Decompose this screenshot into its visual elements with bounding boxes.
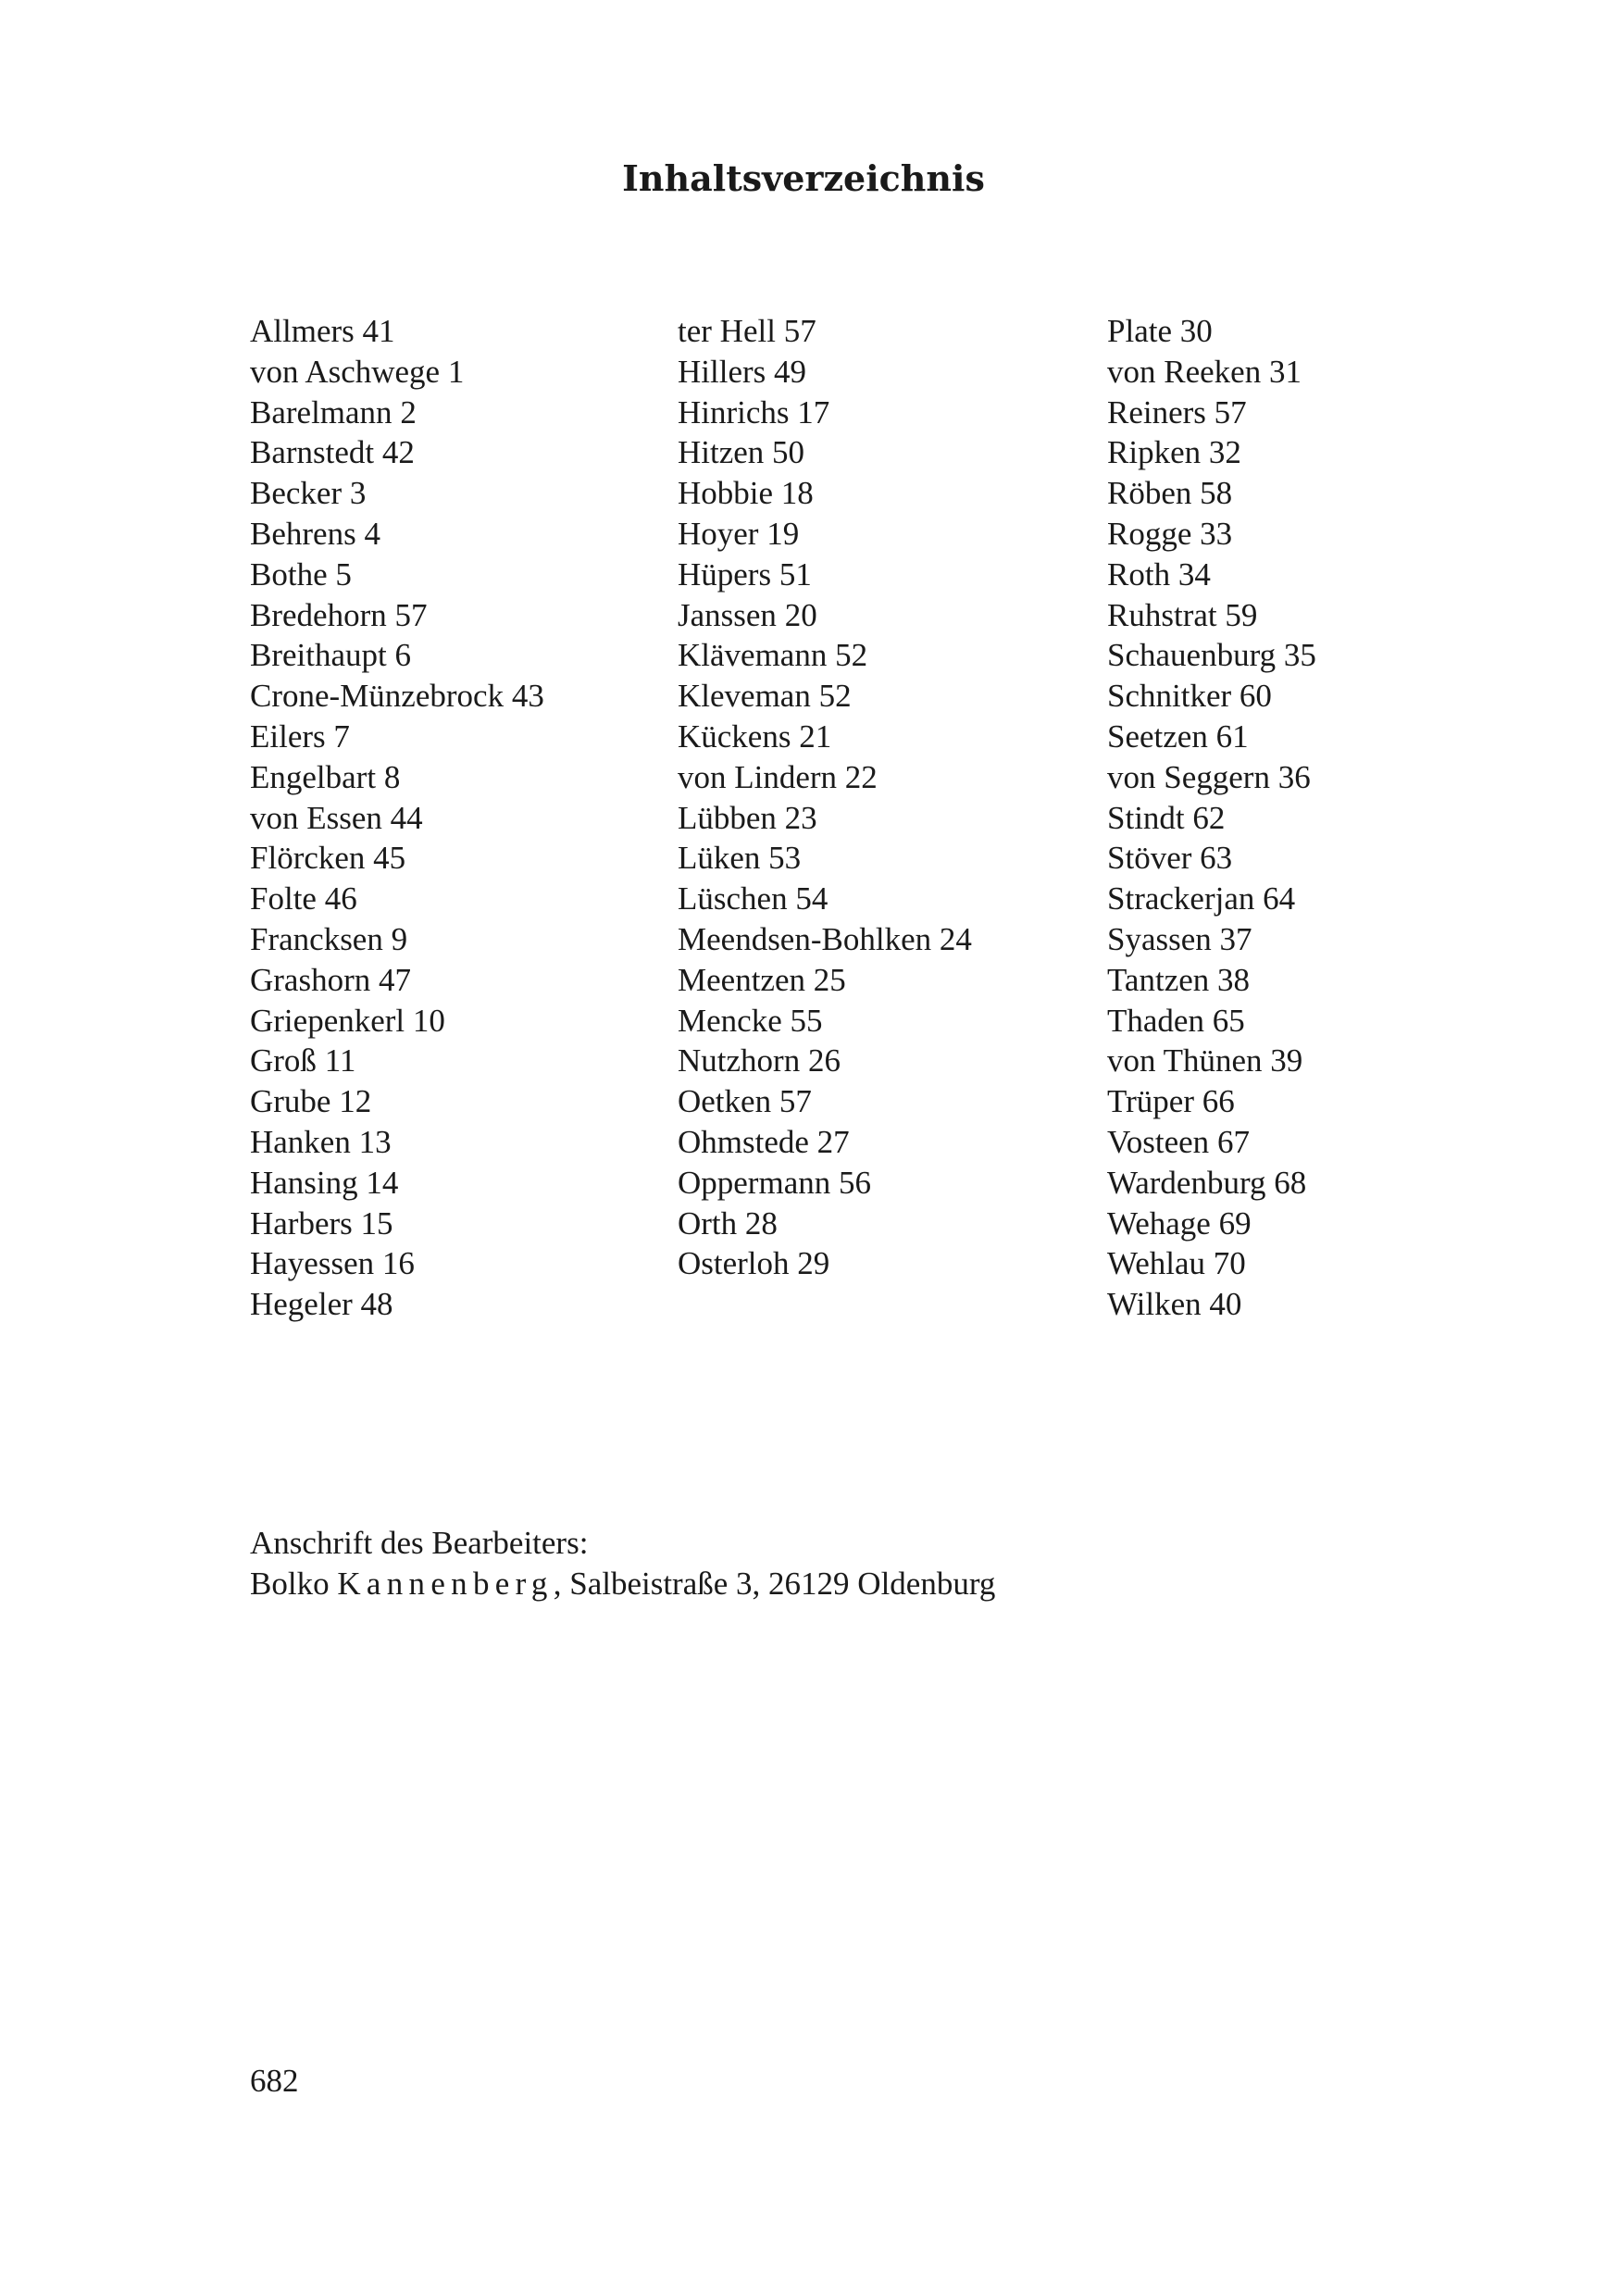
toc-entry [1107,838,1316,879]
entry-name: Nutzhorn [678,1042,801,1079]
entry-page-number: 7 [333,718,350,755]
toc-entry [250,352,544,393]
entry-page-number: 57 [783,313,816,349]
entry-name: Wehage [1107,1204,1211,1242]
entry-name: Thaden [1107,1002,1204,1039]
entry-page-number: 62 [1192,799,1226,836]
entry-page-number: 65 [1212,1002,1245,1039]
entry-page-number: 43 [511,678,544,715]
entry-page-number: 61 [1215,718,1249,755]
entry-name: Lübben [678,799,777,836]
toc-entry [1107,1081,1316,1122]
entry-name: Becker [250,475,343,512]
toc-entry [250,595,544,636]
entry-page-number: 9 [391,920,408,957]
toc-column-2 [678,311,972,1284]
toc-column-3 [1107,311,1316,1325]
toc-entry [678,1122,972,1163]
entry-name: Trüper [1107,1083,1194,1120]
entry-page-number: 64 [1263,880,1296,917]
entry-page-number: 46 [324,880,357,917]
entry-name: von Aschwege [250,353,441,390]
entry-name: Osterloh [678,1245,790,1282]
entry-page-number: 69 [1218,1204,1252,1242]
entry-name: von Thünen [1107,1042,1263,1079]
toc-entry [678,1163,972,1204]
entry-name: Barelmann [250,393,392,430]
toc-entry [678,1041,972,1081]
toc-entry [1107,311,1316,352]
entry-name: ter Hell [678,313,776,349]
toc-entry [678,311,972,352]
entry-name: Hanken [250,1123,351,1160]
entry-name: Crone-Münzebrock [250,678,505,715]
toc-entry [1107,555,1316,595]
entry-name: Vosteen [1107,1123,1210,1160]
address-label: Anschrift des Bearbeiters: [250,1525,589,1561]
entry-name: Griepenkerl [250,1002,405,1039]
toc-entry [250,514,544,555]
entry-page-number: 39 [1270,1042,1303,1079]
entry-page-number: 13 [358,1123,392,1160]
entry-name: Ripken [1107,434,1202,471]
entry-page-number: 4 [364,515,380,552]
toc-entry [678,352,972,393]
toc-entry [678,960,972,1001]
entry-name: Seetzen [1107,718,1208,755]
entry-name: Oetken [678,1083,772,1120]
entry-page-number: 50 [772,434,805,471]
toc-entry [250,1163,544,1204]
toc-entry [1107,717,1316,757]
toc-entry [1107,1001,1316,1042]
entry-name: Ruhstrat [1107,596,1217,633]
entry-name: Flörcken [250,840,366,877]
toc-entry [678,635,972,676]
entry-page-number: 21 [799,718,832,755]
toc-entry [678,879,972,919]
entry-name: Wardenburg [1107,1164,1266,1201]
entry-page-number: 55 [790,1002,823,1039]
toc-entry [1107,919,1316,960]
entry-page-number: 47 [379,961,411,998]
toc-entry [250,838,544,879]
toc-entry [678,717,972,757]
entry-name: Hoyer [678,515,759,552]
entry-page-number: 24 [939,920,972,957]
toc-entry [1107,1284,1316,1325]
toc-entry [250,635,544,676]
entry-name: Syassen [1107,920,1212,957]
toc-entry [250,798,544,839]
toc-entry [250,432,544,473]
entry-name: Mencke [678,1002,782,1039]
toc-entry [250,1284,544,1325]
toc-entry [678,393,972,433]
entry-name: Schnitker [1107,678,1232,715]
entry-name: Eilers [250,718,326,755]
entry-page-number: 38 [1217,961,1251,998]
entry-name: Hegeler [250,1286,353,1323]
entry-page-number: 17 [797,393,830,430]
entry-page-number: 48 [360,1286,393,1323]
entry-page-number: 54 [795,880,828,917]
entry-name: Plate [1107,313,1172,349]
entry-name: Bredehorn [250,596,387,633]
toc-entry [250,1243,544,1284]
entry-page-number: 57 [779,1083,812,1120]
entry-page-number: 70 [1213,1245,1246,1282]
toc-entry [1107,352,1316,393]
toc-entry [250,919,544,960]
toc-entry [678,555,972,595]
toc-entry [678,919,972,960]
entry-name: Hinrichs [678,393,790,430]
entry-name: von Reeken [1107,353,1262,390]
toc-entry [678,838,972,879]
toc-entry [250,473,544,514]
toc-entry [250,1122,544,1163]
entry-name: Wilken [1107,1286,1202,1323]
entry-name: Francksen [250,920,383,957]
toc-entry [1107,1041,1316,1081]
toc-entry [678,595,972,636]
toc-entry [678,514,972,555]
entry-name: Barnstedt [250,434,375,471]
toc-entry [1107,393,1316,433]
entry-page-number: 57 [394,596,428,633]
entry-page-number: 20 [784,596,817,633]
entry-name: Stindt [1107,799,1185,836]
entry-page-number: 18 [780,475,814,512]
entry-name: von Lindern [678,758,838,795]
entry-name: Hansing [250,1164,358,1201]
entry-name: Grube [250,1083,331,1120]
entry-page-number: 56 [838,1164,871,1201]
editor-street: , Salbeistraße 3, 26129 Oldenburg [553,1566,996,1602]
entry-name: Hillers [678,353,766,390]
entry-name: Strackerjan [1107,880,1255,917]
toc-entry [1107,1122,1316,1163]
entry-name: Kleveman [678,678,811,715]
entry-page-number: 22 [844,758,878,795]
entry-page-number: 40 [1209,1286,1242,1323]
entry-page-number: 29 [797,1245,830,1282]
entry-name: Klävemann [678,637,828,674]
entry-name: Groß [250,1042,317,1079]
entry-name: Bothe [250,555,328,593]
entry-page-number: 45 [373,840,406,877]
toc-entry [1107,676,1316,717]
entry-name: Grashorn [250,961,371,998]
entry-page-number: 26 [807,1042,841,1079]
entry-page-number: 44 [390,799,423,836]
entry-page-number: 52 [818,678,852,715]
entry-page-number: 63 [1200,840,1233,877]
entry-page-number: 6 [394,637,411,674]
entry-page-number: 53 [768,840,802,877]
entry-name: Engelbart [250,758,377,795]
toc-entry [1107,879,1316,919]
toc-entry [1107,514,1316,555]
entry-name: Hayessen [250,1245,375,1282]
page-number: 682 [250,2063,299,2099]
entry-name: Oppermann [678,1164,831,1201]
entry-name: Röben [1107,475,1192,512]
entry-page-number: 67 [1216,1123,1250,1160]
toc-entry [678,473,972,514]
toc-column-1 [250,311,544,1325]
toc-entry [1107,798,1316,839]
entry-name: Stöver [1107,840,1192,877]
entry-page-number: 16 [381,1245,415,1282]
entry-name: Reiners [1107,393,1206,430]
entry-page-number: 31 [1268,353,1302,390]
toc-entry [250,1001,544,1042]
entry-page-number: 35 [1283,637,1316,674]
entry-page-number: 49 [774,353,807,390]
entry-name: Kückens [678,718,791,755]
entry-name: Folte [250,880,317,917]
toc-entry [250,676,544,717]
toc-entry [1107,595,1316,636]
entry-page-number: 58 [1200,475,1233,512]
entry-name: Tantzen [1107,961,1210,998]
entry-page-number: 33 [1200,515,1233,552]
toc-entry [250,757,544,798]
entry-page-number: 57 [1214,393,1247,430]
toc-entry [1107,757,1316,798]
entry-name: Schauenburg [1107,637,1277,674]
entry-page-number: 8 [383,758,401,795]
entry-name: Lüken [678,840,761,877]
entry-page-number: 66 [1202,1083,1235,1120]
toc-entry [1107,960,1316,1001]
entry-page-number: 11 [324,1042,356,1079]
entry-page-number: 68 [1274,1164,1307,1201]
entry-page-number: 15 [360,1204,393,1242]
editor-first-name: Bolko [250,1566,330,1602]
toc-entry [678,1081,972,1122]
entry-name: Harbers [250,1204,353,1242]
entry-page-number: 34 [1177,555,1211,593]
toc-entry [678,798,972,839]
toc-entry [678,1001,972,1042]
entry-page-number: 5 [335,555,352,593]
entry-page-number: 37 [1219,920,1252,957]
toc-entry [1107,1204,1316,1244]
toc-entry [1107,432,1316,473]
entry-name: Wehlau [1107,1245,1206,1282]
entry-name: Orth [678,1204,738,1242]
toc-entry [250,717,544,757]
toc-entry [250,1204,544,1244]
entry-name: Behrens [250,515,356,552]
entry-page-number: 32 [1208,434,1241,471]
entry-name: Breithaupt [250,637,387,674]
entry-name: Hobbie [678,475,774,512]
entry-name: Lüschen [678,880,788,917]
entry-name: Ohmstede [678,1123,809,1160]
entry-page-number: 42 [381,434,415,471]
entry-name: Hüpers [678,555,772,593]
toc-entry [678,676,972,717]
toc-entry [678,1243,972,1284]
editor-last-name: Kannenberg [337,1566,554,1602]
entry-page-number: 60 [1239,678,1272,715]
entry-name: Janssen [678,596,777,633]
entry-page-number: 25 [813,961,846,998]
entry-page-number: 51 [779,555,812,593]
entry-page-number: 30 [1179,313,1213,349]
toc-entry [250,1041,544,1081]
entry-name: Hitzen [678,434,765,471]
toc-entry [250,879,544,919]
entry-page-number: 14 [366,1164,399,1201]
toc-entry [1107,473,1316,514]
entry-page-number: 59 [1225,596,1258,633]
address-line [250,1564,995,1604]
toc-entry [250,1081,544,1122]
entry-page-number: 19 [766,515,800,552]
toc-entry [250,960,544,1001]
entry-page-number: 10 [412,1002,445,1039]
entry-page-number: 2 [400,393,417,430]
entry-page-number: 52 [835,637,868,674]
entry-page-number: 23 [784,799,817,836]
entry-page-number: 28 [744,1204,778,1242]
toc-entry [678,757,972,798]
entry-page-number: 27 [816,1123,850,1160]
entry-page-number: 36 [1277,758,1311,795]
toc-entry [250,555,544,595]
entry-name: von Essen [250,799,382,836]
toc-entry [678,432,972,473]
entry-name: Meendsen-Bohlken [678,920,932,957]
entry-name: Rogge [1107,515,1192,552]
editor-address [250,1523,995,1604]
toc-entry [250,393,544,433]
entry-name: Meentzen [678,961,805,998]
entry-page-number: 3 [349,475,367,512]
entry-page-number: 41 [362,313,395,349]
toc-entry [1107,1243,1316,1284]
page-title: Inhaltsverzeichnis [622,157,985,199]
entry-page-number: 12 [339,1083,372,1120]
toc-entry [1107,635,1316,676]
entry-name: von Seggern [1107,758,1270,795]
toc-entry [1107,1163,1316,1204]
entry-name: Roth [1107,555,1171,593]
toc-entry [678,1204,972,1244]
toc-entry [250,311,544,352]
entry-page-number: 1 [447,353,465,390]
entry-name: Allmers [250,313,355,349]
